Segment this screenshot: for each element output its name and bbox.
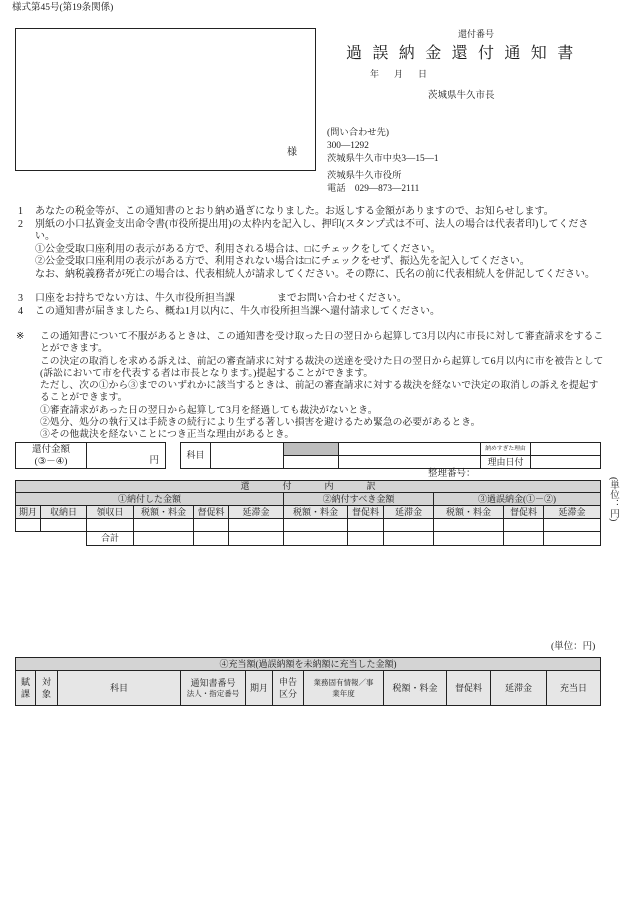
refund-amount-table	[15, 442, 166, 469]
notice-subitem: ②公金受取口座利用の表示がある方で、利用されない場合は□にチェックをせず、振込先を記入してください。	[35, 256, 530, 267]
corporate-number-label: 法人・指定番号	[186, 688, 240, 698]
blank-cell	[339, 443, 481, 456]
data-cell	[229, 519, 284, 532]
refund-amount-label-cell	[16, 443, 87, 469]
form-number: 様式第45号(第19条関係)	[12, 3, 114, 13]
appeal-condition: ①審査請求があった日の翌日から起算して3月を経過しても裁決がないとき。	[40, 404, 378, 416]
note-mark: ※	[16, 331, 25, 342]
data-cell	[284, 519, 348, 532]
column-header: 延滞金	[229, 506, 284, 519]
column-header: 延滞金	[384, 506, 434, 519]
subject-label: 科目	[109, 682, 128, 693]
refund-amount-label: 還付金額	[31, 444, 70, 455]
notice-list	[15, 206, 603, 318]
appeal-paragraph: ただし、次の①から③までのいずれかに該当するときは、前記の審査請求に対する裁決を経ないで決定の取消しの訴えを提起することができます。	[40, 380, 599, 404]
notice-text: 別紙の小口払資金支出命令書(市役所提出用)の太枠内を記入し、押印(スタンプ式は不可、法人の場合は代表者印)してください。	[35, 218, 589, 242]
notice-number: 4	[18, 305, 23, 317]
notice-number: 2	[18, 218, 23, 230]
total-cell	[384, 532, 434, 546]
late-fee-label: 延滞金	[504, 682, 532, 693]
document-title: 過誤納金還付通知書	[346, 45, 584, 62]
notice-text: この通知書が届きましたら、概ね1月以内に、牛久市役所担当課へ還付請求してください。	[35, 305, 440, 317]
subject-reason-table	[180, 442, 601, 469]
blank-cell	[339, 456, 481, 469]
empty-cell	[41, 532, 87, 546]
tax-amount-label: 税額・料金	[392, 682, 438, 693]
column-header: 税額・料金	[434, 506, 504, 519]
data-cell	[194, 519, 229, 532]
contact-heading: (問い合わせ先)	[327, 128, 389, 138]
notice-text: までお問い合わせください。	[276, 293, 407, 304]
offset-title: ④充当額(過誤納額を未納額に充当した金額)	[219, 658, 397, 669]
notice-number: 3	[18, 293, 23, 304]
subject-label-cell	[181, 443, 211, 469]
group-due-amount: ②納付すべき金額	[322, 493, 395, 504]
table-row	[16, 519, 601, 532]
total-cell	[434, 532, 504, 546]
yen-unit: 円	[149, 456, 159, 466]
column-header: 収納日	[41, 506, 87, 519]
data-cell	[87, 519, 134, 532]
breakdown-title-cell	[16, 481, 601, 493]
group-header	[284, 493, 434, 506]
column-header-dunning-fee	[447, 671, 491, 706]
column-header-offset-date	[547, 671, 601, 706]
subject-value-cell	[211, 443, 284, 469]
contact-phone: 電話 029―873―2111	[327, 184, 420, 195]
offset-title-cell	[16, 658, 601, 671]
total-cell	[348, 532, 384, 546]
dunning-fee-label: 督促料	[454, 682, 482, 693]
group-paid-amount: ①納付した金額	[117, 493, 181, 504]
notice-item	[15, 206, 603, 219]
offset-unit-label: (単位：円)	[551, 642, 596, 652]
total-cell	[544, 532, 601, 546]
column-header: 税額・料金	[134, 506, 194, 519]
notice-item	[15, 306, 603, 319]
column-header-period	[246, 671, 273, 706]
group-overpaid-amount: ③過誤納金(①－②)	[478, 493, 556, 504]
column-header-late-fee	[491, 671, 547, 706]
column-header: 領収日	[87, 506, 134, 519]
blank-cell	[284, 456, 339, 469]
offset-amount-table	[15, 657, 601, 706]
addressee-box	[15, 28, 316, 171]
column-header: 延滞金	[544, 506, 601, 519]
data-cell	[384, 519, 434, 532]
notice-item	[15, 293, 603, 306]
data-cell	[348, 519, 384, 532]
column-header-filing-type	[273, 671, 304, 706]
addressee-honorific: 様	[287, 146, 297, 158]
breakdown-unit-label: (単位：円)	[608, 477, 618, 522]
total-cell	[229, 532, 284, 546]
data-cell	[504, 519, 544, 532]
reason-date-label: 理由日付	[487, 456, 524, 467]
column-header-target	[36, 671, 58, 706]
total-cell	[504, 532, 544, 546]
notice-text: 口座をお持ちでない方は、牛久市役所担当課	[35, 293, 235, 304]
contact-office: 茨城県牛久市役所	[327, 171, 402, 182]
shaded-cell	[284, 443, 339, 456]
contact-block	[327, 127, 439, 196]
column-header-subject	[58, 671, 181, 706]
refund-number-label: 還付番号	[458, 29, 495, 39]
column-header: 督促料	[504, 506, 544, 519]
levy-label: 賦課	[21, 677, 31, 699]
total-cell	[134, 532, 194, 546]
appeal-paragraph: この決定の取消しを求める訴えは、前記の審査請求に対する裁決の送達を受けた日の翌日から起算して6月以内に市を被告として(訴訟において市を代表する者は市長となります。)提起することができます。	[40, 355, 604, 379]
reference-number-label: 整理番号：	[428, 469, 476, 479]
issue-date-label: 年 月 日	[370, 69, 431, 79]
notice-number: 1	[18, 206, 23, 217]
offset-date-label: 充当日	[560, 682, 588, 693]
refund-amount-formula: (③－④)	[34, 456, 68, 467]
reason-date-label-cell	[481, 456, 531, 469]
total-cell	[194, 532, 229, 546]
contact-address: 茨城県牛久市中央3―15―1	[327, 153, 439, 164]
data-cell	[16, 519, 41, 532]
column-header: 督促料	[348, 506, 384, 519]
reason-date-value-cell	[531, 456, 601, 469]
data-cell	[544, 519, 601, 532]
group-header	[434, 493, 601, 506]
refund-breakdown-table	[15, 480, 601, 546]
breakdown-title: 還付内訳	[240, 481, 409, 491]
appeal-paragraph: この通知書について不服があるときは、この通知書を受け取った日の翌日から起算して3月以内に市長に対して審査請求をすることができます。	[40, 331, 604, 355]
data-cell	[434, 519, 504, 532]
column-header-tax-amount	[384, 671, 447, 706]
overpayment-reason-label-cell	[481, 443, 531, 456]
data-cell	[41, 519, 87, 532]
total-label-cell	[87, 532, 134, 546]
total-row	[16, 532, 601, 546]
data-cell	[134, 519, 194, 532]
column-header: 督促料	[194, 506, 229, 519]
notice-text: あなたの税金等が、この通知書のとおり納め過ぎになりました。お返しする金額がありますので、お知らせします。	[35, 206, 554, 217]
column-header: 税額・料金	[284, 506, 348, 519]
appeal-condition: ③その他裁決を経ないことにつき正当な理由があるとき。	[40, 429, 295, 441]
overpayment-reason-value-cell	[531, 443, 601, 456]
contact-postal-code: 300―1292	[327, 140, 369, 151]
notice-subitem: ①公金受取口座利用の表示がある方で、利用される場合は、□にチェックをしてください。	[35, 243, 441, 255]
notice-item	[15, 219, 603, 282]
target-label: 対象	[42, 677, 52, 699]
subject-label: 科目	[186, 450, 205, 460]
total-cell	[284, 532, 348, 546]
column-header-business-info	[304, 671, 384, 706]
total-label: 合計	[100, 533, 119, 543]
period-label: 期月	[249, 682, 268, 693]
empty-cell	[16, 532, 41, 546]
filing-type-label: 申告区分	[279, 677, 298, 699]
overpayment-reason-label: 納めすぎた理由	[485, 445, 526, 452]
notice-number-label: 通知書番号	[190, 677, 236, 688]
refund-amount-cell	[87, 443, 166, 469]
appeal-condition: ②処分、処分の執行又は手続きの続行により生ずる著しい損害を避けるため緊急の必要があるとき。	[40, 417, 481, 429]
column-header-notice-number	[181, 671, 246, 706]
column-header: 期月	[16, 506, 41, 519]
business-info-label: 業務固有情報／事業年度	[313, 678, 374, 698]
column-header-levy	[16, 671, 36, 706]
issuer-name: 茨城県牛久市長	[428, 91, 495, 101]
notice-subitem: なお、納税義務者が死亡の場合は、代表相続人が請求してください。その際に、氏名の前に代表相続人を併記してください。	[35, 268, 595, 280]
group-header	[16, 493, 284, 506]
appeal-notice	[15, 331, 608, 442]
